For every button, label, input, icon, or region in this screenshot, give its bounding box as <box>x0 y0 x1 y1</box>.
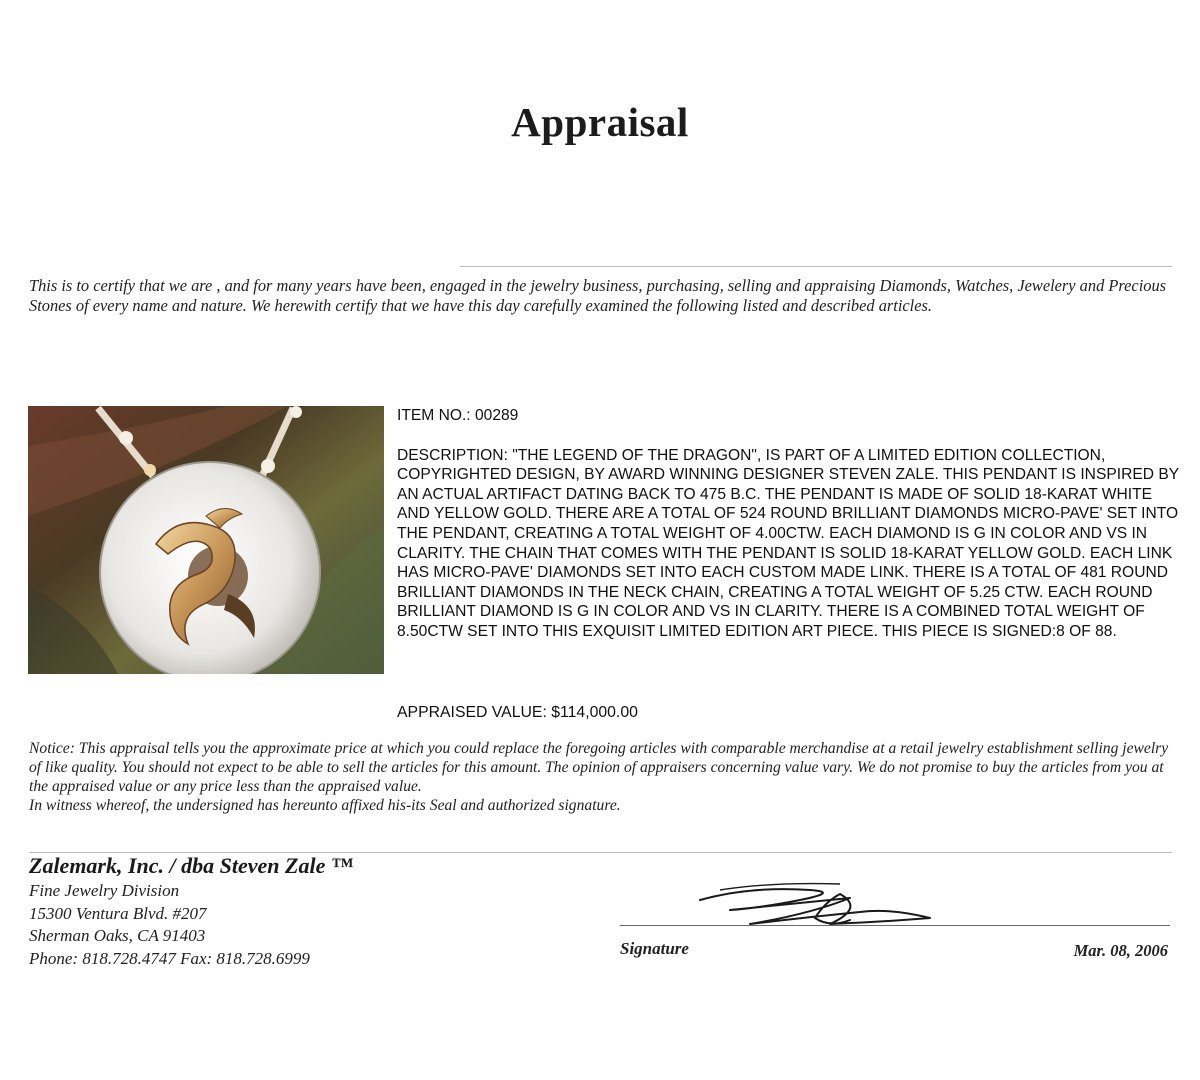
company-address <box>29 880 310 970</box>
appraised-value: APPRAISED VALUE: $114,000.00 <box>397 704 638 721</box>
address-line: Fine Jewelry Division <box>29 881 180 900</box>
appraisal-date: Mar. 08, 2006 <box>1073 941 1168 960</box>
pendant-photo <box>28 406 384 674</box>
top-divider <box>460 266 1172 267</box>
item-description: DESCRIPTION: "THE LEGEND OF THE DRAGON", IS PART OF A LIMITED EDITION COLLECTION, COPYRIGHTED DESIGN, BY AWARD WINNING DESIGNER STEVEN ZALE. THIS PENDANT IS INSPIRED BY AN ACTUAL ARTIFACT DATING BACK TO 475 B.C. THE PENDANT IS MADE OF SOLID 18-KARAT WHITE AND YELLOW GOLD. THERE ARE A TOTAL OF 524 ROUND BRILLIANT DIAMONDS MICRO-PAVE' SET INTO THE PENDANT, CREATING A TOTAL WEIGHT OF 4.00CTW. EACH DIAMOND IS G IN COLOR AND VS IN CLARITY. THE CHAIN THAT COMES WITH THE PENDANT IS SOLID 18-KARAT YELLOW GOLD. EACH LINK HAS MICRO-PAVE' DIAMONDS SET INTO EACH CUSTOM MADE LINK. THERE IS A TOTAL OF 481 ROUND BRILLIANT DIAMONDS IN THE NECK CHAIN, CREATING A TOTAL WEIGHT OF 5.25 CTW. EACH ROUND BRILLIANT DIAMOND IS G IN COLOR AND VS IN CLARITY. THERE IS A COMBINED TOTAL WEIGHT OF 8.50CTW SET INTO THIS EXQUISIT LIMITED EDITION ART PIECE. THIS PIECE IS SIGNED:8 OF 88. <box>397 446 1179 640</box>
item-details <box>397 406 1187 642</box>
contact-line: Phone: 818.728.4747 Fax: 818.728.6999 <box>29 948 310 968</box>
witness-text: In witness whereof, the undersigned has hereunto affixed his-its Seal and authorized signature. <box>29 797 621 814</box>
item-number: ITEM NO.: 00289 <box>397 407 519 424</box>
address-line: Sherman Oaks, CA 91403 <box>29 926 206 945</box>
document-title: Appraisal <box>511 99 689 145</box>
signature-label: Signature <box>620 939 689 958</box>
notice-section <box>29 739 1179 815</box>
notice-text: Notice: This appraisal tells you the approximate price at which you could replace the foregoing articles with comparable merchandise at a retail jewelry establishment selling jewelry of like quality. You should not expect to be able to sell the articles for this amount. The opinion of appraisers concerning value vary. We do not promise to buy the articles from you at the appraised value or any price less than the appraised value. <box>29 740 1169 795</box>
certification-statement: This is to certify that we are , and for many years have been, engaged in the jewelry business, purchasing, selling and appraising Diamonds, Watches, Jewelery and Precious Stones of every name and nature. We herewith certify that we have this day carefully examined the following listed and described articles. <box>29 276 1167 315</box>
address-line: 15300 Ventura Blvd. #207 <box>29 903 207 923</box>
company-name: Zalemark, Inc. / dba Steven Zale ™ <box>29 853 353 878</box>
signature-line <box>620 925 1170 926</box>
handwritten-signature <box>690 878 940 938</box>
